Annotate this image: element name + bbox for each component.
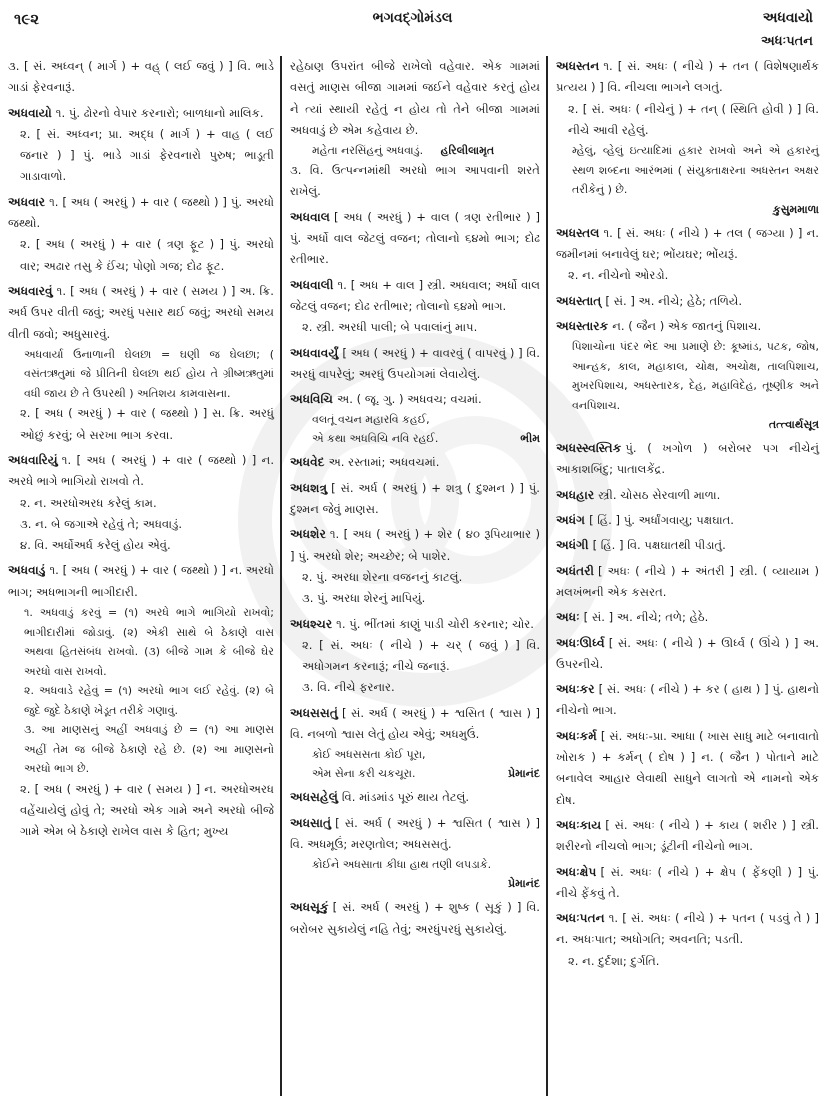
dictionary-entry <box>290 343 540 386</box>
entry-sense: ૨. [ અધ ( અરધું ) + વાર ( સમય ) ] ન. અરધોઅરધ વહેંચાયેલું હોવું તે; અરધો એક ગામે અને અરધો બીજે ગામે એમ બે ઠેકાણે રાખેલ વાસ કે હિત; મુખ્ય <box>20 781 274 839</box>
entry-headword: અધંગ <box>556 513 586 528</box>
entry-sense: [ હિં. ] પું. અર્ધાંગવાયુ; પક્ષઘાત. <box>589 513 734 528</box>
quote-source: ભીમ <box>520 432 540 446</box>
entry-sense: રહેઠાણ ઉપરાંત બીજે રાખેલો વહેવાર. એક ગામમાં વસતું માણસ બીજા ગામમાં જઈને વહેવાર કરતું હોય ને ત્યાં સ્થાયી રહેતું ન હોય તો તેને બીજા ગામમાં અધવાડું છે એમ કહેવાય છે. <box>290 59 540 137</box>
entry-sense: ૧. [ સં. અધઃ ( નીચે ) + તલ ( જગ્યા ) ] ન. જમીનમાં બનાવેલું ઘર; ભોંયઘર; ભોંયરૂં. <box>556 225 819 261</box>
dictionary-entry <box>290 478 540 521</box>
entry-sense: પું. ( ખગોળ ) બરોબર પગ નીચેનું આકાશબિંદુ; પાતાલકેંદ્ર. <box>556 441 819 477</box>
entry-headword: અધવાર <box>8 194 46 209</box>
dictionary-entry <box>556 908 819 972</box>
dictionary-entry <box>290 813 540 894</box>
entry-headword: અધસસતું <box>290 705 338 720</box>
dictionary-entry <box>556 291 819 312</box>
entry-sense: ૧. [ અધ + વાલ ] સ્ત્રી. અધવાલ; અર્ધો વાલ જેટલું વજન; દોઢ રતીભાર; તોલાનો ૬૪મો ભાગ. <box>290 277 540 313</box>
entry-headword: અધસ્તારક <box>556 318 609 333</box>
entry-sense: ૩. પું. અરધા શેરનું માપિયું. <box>302 591 426 606</box>
entry-headword: અધવાયો <box>8 105 52 120</box>
entry-sense: [ સં. અધઃ-પ્રા. આધા ( ખાસ સાધુ માટે બનાવાતો ખોરાક ) + કર્મન્ ( દોષ ) ] ન. ( જૈન ) પોતાને માટે બનાવેલ આહાર લેવાથી સાધુને લાગતો એ નામનો એક દોષ. <box>556 728 819 807</box>
entry-sense: [ અધઃ ( નીચે ) + અંતરી ] સ્ત્રી. ( વ્યાયામ ) મલખંભની એક કસરત. <box>556 563 819 599</box>
quote-line: કોઈ અધસસતા કોઈ પૂરા, <box>312 748 426 762</box>
page-header <box>0 0 825 54</box>
dictionary-entry <box>8 281 274 446</box>
entry-headword: અધવેદ <box>290 455 325 470</box>
entry-sense: ન. ( જૈન ) એક જાતનું પિશાચ. <box>612 318 762 333</box>
dictionary-entry <box>8 56 274 99</box>
dictionary-entry <box>556 607 819 628</box>
entry-sense: ૩. વિ. ઉત્પન્નમાંથી અરધો ભાગ આપવાની શરતે રાખેલું. <box>290 163 540 199</box>
quote-source: કુસુમમાળા <box>772 202 819 216</box>
dictionary-entry <box>556 726 819 811</box>
quote-source: તત્ત્વાર્થસૂત્ર <box>768 418 819 432</box>
entry-headword: અધશત્રુ <box>290 480 328 495</box>
entry-sense: [ સં. અધઃ ( નીચે ) + કાય ( શરીર ) ] સ્ત્રી. શરીરનો નીચલો ભાગ; ડૂંટીની નીચેનો ભાગ. <box>556 817 819 854</box>
entry-sense: ૨. [ સં. અધ્વન; પ્રા. અદ્ધ ( માર્ગ ) + વાહ ( લઈ જનાર ) ] પું. ભાડે ગાડાં ફેરવનારો પુરુષ; ભાડૂતી ગાડાવાળો. <box>20 126 274 184</box>
dictionary-entry <box>290 452 540 473</box>
guide-word-start: અધવાયો <box>762 10 813 26</box>
entry-headword: અધસ્તન <box>556 59 600 73</box>
dictionary-entry <box>556 679 819 722</box>
entry-headword: અધઃક્ષેપ <box>556 864 597 879</box>
entry-headword: અધસૂકું <box>290 900 329 915</box>
entry-headword: અધવાડું <box>8 563 46 578</box>
dictionary-entry <box>290 897 540 940</box>
usage-note: ૨. અધવાડે રહેવું = (૧) અરધો ભાગ લઈ રહેવું. (૨) બે જુદે જુદે ઠેકાણે ખેડૂત તરીકે ગણાવું. <box>24 684 274 717</box>
entry-headword: અધવારવું <box>8 283 53 298</box>
entry-sense: [ સં. અર્ધ ( અરધું ) + શ્વસિત ( શ્વાસ ) ] વિ. નબળો શ્વાસ લેતું હોય એવું; અધમુઉં. <box>290 705 540 742</box>
quote-text: એ કથા અધવિચિ નવિ રહઈ. <box>312 432 439 446</box>
column-left <box>0 56 280 1096</box>
dictionary-entry <box>556 56 819 219</box>
entry-sense: ૧. [ સં. અધઃ ( નીચે ) + પતન ( પડવું તે ) ] ન. અધઃપાત; અધોગતિ; અવનતિ; પડતી. <box>556 911 819 947</box>
usage-note: ૩. આ માણસનું અહીં અધવાડું છે = (૧) આ માણસ અહીં તેમ જ બીજે ઠેકાણે રહે છે. (૨) આ માણસનો અરધો ભાગ છે. <box>24 723 274 776</box>
guide-word-end: અધઃપતન <box>761 34 813 49</box>
usage-note: ૧. અધવાડું કરવું = (૧) અરધે ભાગે ભાગિયો રાખવો; ભાગીદારીમાં જોડાવું. (૨) એકી સાથે બે ઠેકાણે વાસ અથવા હિતસંબંધ રાખવો. (૩) બીજે ગામ કે બીજે ઘેર અરધો વાસ રાખવો. <box>24 606 274 678</box>
entry-headword: અધંગી <box>556 538 589 553</box>
quote-line: વલતૂં વચન મહારવિ કહઈ, <box>312 413 430 427</box>
quote-source: પ્રેમાનંદ <box>508 877 540 891</box>
entry-sense: અ. રસ્તામાં; અધવચમાં. <box>328 455 440 470</box>
entry-headword: અધઃપતન <box>556 911 605 926</box>
entry-sense: ૨. સ્ત્રી. અરધી પાલી; બે પવાલાંનું માપ. <box>302 320 478 335</box>
entry-headword: અધઃકર્મ <box>556 728 597 743</box>
entry-sense: [ સં. અધઃ ( નીચે ) + ઊર્ધ્વ ( ઊંચે ) ] અ. ઉપરનીચે. <box>556 635 819 671</box>
quote-line <box>290 429 540 448</box>
entry-headword: અધવાલ <box>290 209 330 224</box>
entry-headword: અધવાલી <box>290 277 334 292</box>
citation-quote <box>290 141 540 160</box>
entry-sense: ૧. [ અધ ( અરધું ) + શેર ( ૪૦ રૂપિયાભાર ) ] પું. અરધો શેર; અચ્છેર; બે પાશેર. <box>290 527 540 563</box>
entry-sense: વિ. માંડમાંડ પૂરું થાય તેટલું. <box>341 790 470 805</box>
dictionary-entry <box>8 192 274 277</box>
entry-sense: સ્ત્રી. ચોસઠ સેરવાળી માળા. <box>598 487 721 502</box>
column-middle <box>280 56 548 1096</box>
entry-sense: ૧. [ અધ ( અરધું ) + વાર ( જથ્થો ) ] ન. અરધે ભાગે ભાગિયો રાખવો તે. <box>8 452 274 489</box>
entry-sense: ૨. ન. અરધોઅરધ કરેલું કામ. <box>20 495 157 510</box>
dictionary-entry <box>556 438 819 481</box>
entry-sense: અ. ( જૂ. ગુ. ) અધવચ; વચમાં. <box>337 392 482 407</box>
dictionary-entry <box>556 561 819 604</box>
entry-sense: ૧. [ અધ ( અરધું ) + વાર ( જથ્થો ) ] ન. અરધો ભાગ; અધભાગની ભાગીદારી. <box>8 563 274 599</box>
entry-headword: અધહાર <box>556 487 595 502</box>
entry-headword: અધઃકર <box>556 682 595 697</box>
entry-headword: અધંતરી <box>556 563 595 578</box>
entry-sense: ૨. [ અધ ( અરધું ) + વાર ( ત્રણ ફૂટ ) ] પું. અરધો વાર; અઢાર તસુ કે ઈંચ; પોણો ગજ; દોઢ ફૂટ. <box>20 237 274 273</box>
dictionary-entry <box>290 207 540 271</box>
dictionary-entry <box>290 275 540 339</box>
entry-headword: અધસ્તાત્ <box>556 293 602 308</box>
quote-source: હરિલીલામૃત <box>440 144 495 158</box>
entry-sense: [ સં. ] અ. નીચે; હેઠે; તળિયે. <box>605 293 743 308</box>
entry-sense: ૪. વિ. અર્ધોઅર્ધ કરેલું હોય એવું. <box>20 538 171 553</box>
entry-headword: અધસ્તલ <box>556 225 600 240</box>
dictionary-entry <box>556 223 819 287</box>
entry-headword: અધસાતું <box>290 815 332 830</box>
quote-line: મહેતા નરસિંહનું અધવાડું. <box>312 144 424 158</box>
entry-sense: ૨. ન. દુર્દશા; દુર્ગતિ. <box>568 953 660 968</box>
entry-sense: ૧. પું. ઢોરનો વેપાર કરનારો; બાળધાનો માલિક. <box>55 105 264 120</box>
entry-sense: ૨. [ સં. અધઃ ( નીચેનું ) + તન્ ( સ્થિતિ હોવી ) ] વિ. નીચે આવી રહેલું. <box>568 101 819 137</box>
entry-headword: અધસ્સ્વસ્તિક <box>556 441 622 456</box>
entry-sense: ૧. પું. ભીંતમાં કાણું પાડી ચોરી કરનાર; ચોર. <box>336 616 534 631</box>
dictionary-entry <box>556 633 819 676</box>
dictionary-columns <box>0 56 825 1096</box>
dictionary-entry <box>290 389 540 448</box>
entry-sense: ૩. ન. બે જગાએ રહેવું તે; અધવાડું. <box>20 516 183 531</box>
entry-sense: ૧. [ અધ ( અરધું ) + વાર ( જથ્થો ) ] પું. અરધો જથ્થો. <box>8 194 274 231</box>
dictionary-entry <box>290 614 540 699</box>
column-right <box>548 56 825 1096</box>
quote-text: એમ સેના કરી ચકચૂરા. <box>312 767 416 781</box>
entry-headword: અધશેર <box>290 527 326 542</box>
dictionary-entry <box>556 485 819 506</box>
entry-sense: [ સં. અર્ધ ( અરધું ) + શુષ્ક ( સૂકું ) ] વિ. બરોબર સુકાયેલું નહિ તેવું; અરધુંપરધું સુકાયેલું. <box>290 900 540 936</box>
dictionary-entry <box>8 560 274 842</box>
entry-headword: અધશ્ચર <box>290 616 333 631</box>
entry-headword: અધઃકાય <box>556 817 602 832</box>
entry-sense: ૩. [ સં. અધ્વન્ ( માર્ગ ) + વહ્ ( લઈ જવું ) ] વિ. ભાડે ગાડાં ફેરવનારૂં. <box>8 59 274 95</box>
page-number: ૧૯૨ <box>14 10 40 28</box>
dictionary-entry <box>8 450 274 556</box>
dictionary-entry-continued <box>290 56 540 203</box>
entry-sense: [ અધ ( અરધું ) + વાવરવું ( વાપરવું ) ] વિ. અરધું વાપરેલું; અરધું ઉપયોગમાં લેવાયેલું. <box>290 345 540 381</box>
quote-line: કોઈને અધસાતા કીધા હાથ તણી લપડાકે. <box>312 858 492 872</box>
dictionary-entry <box>8 103 274 188</box>
entry-sense: ૩. વિ. નીચે ફરનાર. <box>302 680 395 695</box>
entry-headword: અધઃ <box>556 610 580 625</box>
entry-headword: અધવિચિ <box>290 392 334 407</box>
usage-note: મ્હેલું, વ્હેલું ઇત્યાદિમાં હકાર રાખવો અને એ હકારનું સ્થળ શબ્દના આરંભમાં ( સંયુક્તાક્ષરના અધસ્તન અક્ષર તરીકેનું ) છે. <box>572 144 819 197</box>
entry-sense: ૨. [ સં. અધઃ ( નીચે ) + ચર્ ( જવું ) ] વિ. અધોગમન કરનારૂં; નીચે જનારૂં. <box>302 637 540 674</box>
usage-note: અધવાર્યા ઉનાળાની ઘેલછા = ઘણી જ ઘેલછા; ( વસંતઋતુમાં જે પ્રીતિની ઘેલછા થઈ હોય તે ગ્રીષ્મઋતુમાં વધી જાય છે તે ઉપરથી ) અતિશય કામવાસના. <box>24 347 274 400</box>
quote-source: પ્રેમાનંદ <box>508 767 540 781</box>
entry-headword: અધઃઊર્ધ્વ <box>556 635 605 650</box>
entry-sense: [ સં. અધઃ ( નીચે ) + ક્ષેપ ( ફેંકણી ) ] પું. નીચે ફેંકવું તે. <box>556 864 819 900</box>
entry-sense: [ સં. ] અ. નીચે; તળે; હેઠે. <box>583 610 709 625</box>
dictionary-entry <box>290 787 540 808</box>
usage-note: પિશાચોના પંદર ભેદ આ પ્રમાણે છે: કૂષ્માંડ, પટક, જોષ, આન્હક, કાલ, મહાકાલ, ચોક્ષ, અચોક્ષ, તાલપિશાચ, મુખરપિશાચ, અધસ્તારક, દેહ, મહાવિદેહ, તૂષ્ણીક અને વનપિશાચ. <box>572 340 819 412</box>
entry-sense: [ અધ ( અરધું ) + વાલ ( ત્રણ રતીભાર ) ] પું. અર્ધો વાલ જેટલું વજન; તોલાનો ૬૪મો ભાગ; દોઢ રતીભાર. <box>290 209 540 267</box>
dictionary-entry <box>556 510 819 531</box>
dictionary-entry <box>556 316 819 434</box>
quote-line <box>290 764 540 783</box>
entry-headword: અધવારિયું <box>8 452 58 467</box>
entry-headword: અધસહેલું <box>290 790 338 805</box>
dictionary-entry <box>556 815 819 858</box>
entry-sense: ૨. પું. અરધા શેરના વજનનું કાટલું. <box>302 569 463 584</box>
dictionary-entry <box>290 703 540 784</box>
entry-sense: [ હિં. ] વિ. પક્ષઘાતથી પીડાતું. <box>592 538 726 553</box>
entry-sense: [ સં. અર્ધ ( અરધું ) + શ્વસિત ( શ્વાસ ) ] વિ. અધમૂઉં; મરણતોલ; અધસસતું. <box>290 815 540 851</box>
entry-sense: ૨. [ અધ ( અરધું ) + વાર ( જથ્થો ) ] સ. ક્રિ. અરધું ઓછું કરવું; બે સરખા ભાગ કરવા. <box>20 406 274 442</box>
dictionary-entry <box>556 535 819 556</box>
entry-sense: [ સં. અર્ધ ( અરધું ) + શત્રુ ( દુશ્મન ) ] પું. દુશ્મન જેવું માણસ. <box>290 480 540 517</box>
book-title: ભગવદ્ગોમંડલ <box>372 10 453 26</box>
entry-sense: ૧. [ અધ ( અરધું ) + વાર ( સમય ) ] અ. ક્રિ. અર્ધ ઉપર વીતી જવું; અરધું પસાર થઈ જવું; અરધો સમય વીતી જવો; અધુસારવું. <box>8 283 274 341</box>
dictionary-entry <box>556 862 819 905</box>
entry-headword: અધવાવર્યું <box>290 345 339 360</box>
entry-sense: ૧. [ સં. અધઃ ( નીચે ) + તન ( વિશેષણાર્થક પ્રત્યય ) ] વિ. નીચલા ભાગને લગતું. <box>556 59 819 95</box>
dictionary-entry <box>290 524 540 609</box>
entry-sense: ૨. ન. નીચેનો ઓરડો. <box>568 268 669 283</box>
entry-sense: [ સં. અધઃ ( નીચે ) + કર ( હાથ ) ] પું. હાથનો નીચેનો ભાગ. <box>556 682 819 718</box>
